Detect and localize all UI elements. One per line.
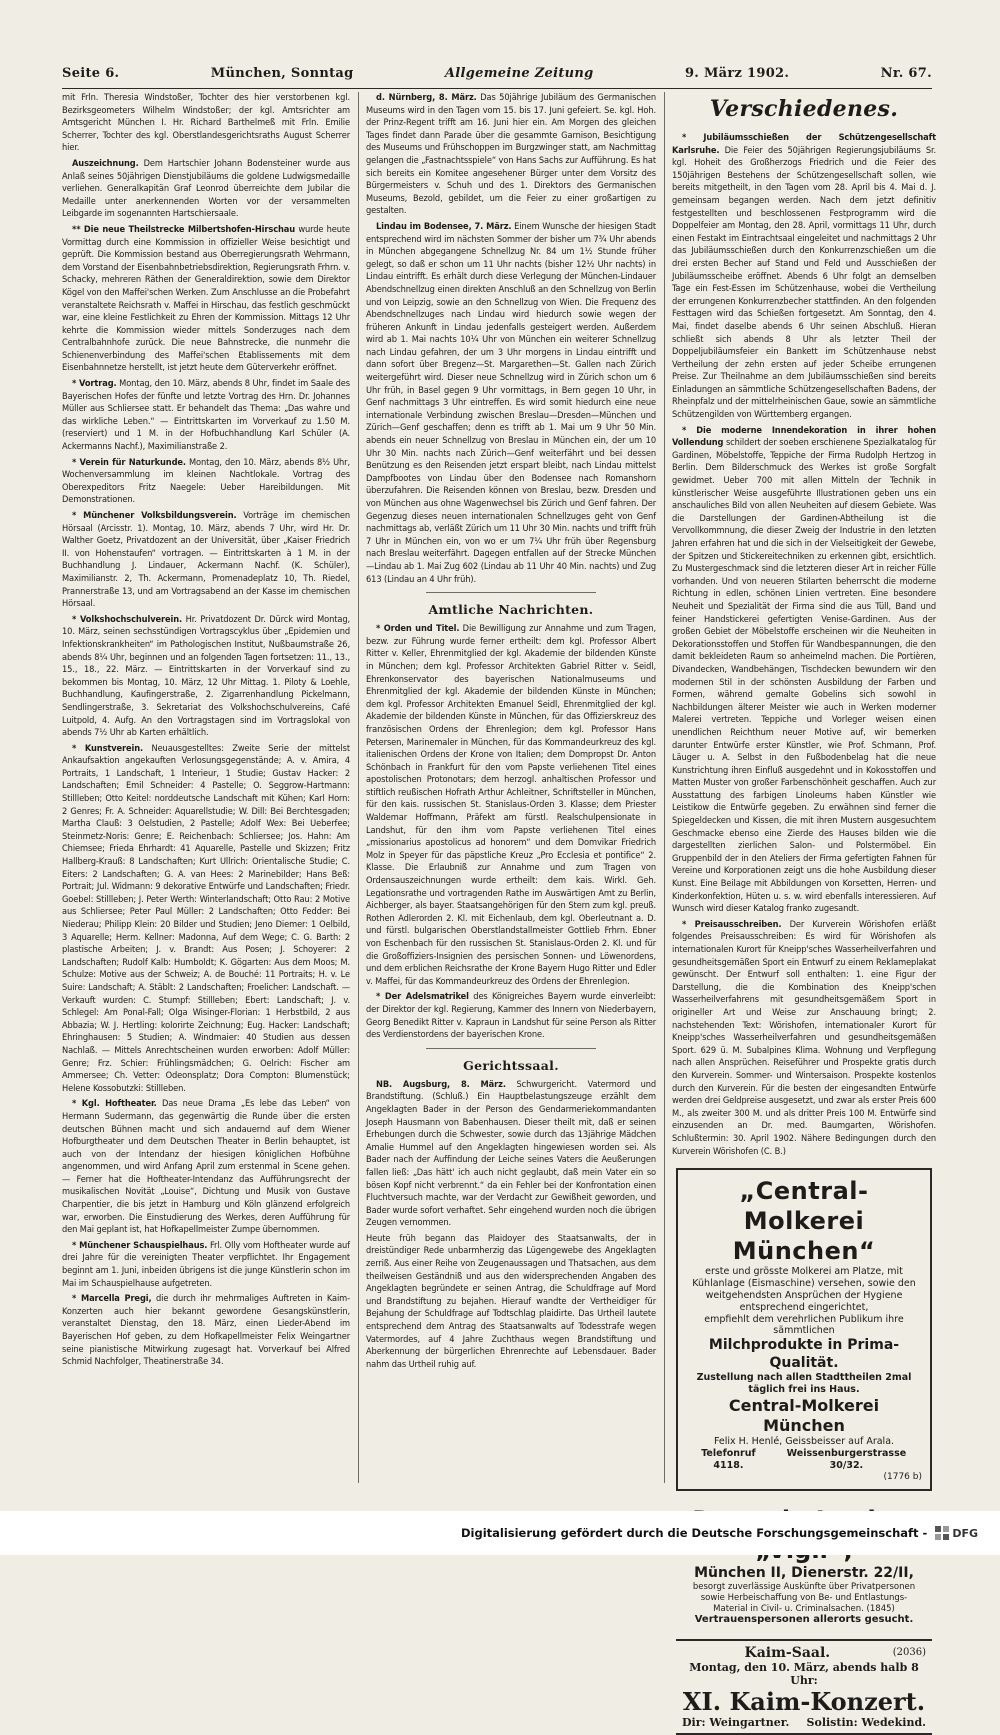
article-heading: * Preisausschreiben.	[682, 918, 782, 930]
article-text: wurde heute Vormittag durch eine Kommission in offizieller Weise besichtigt und geprüft. Die Kommission bestand aus Oberregierungsrath Wehrmann, dem Vorstand der Eisenbahnbetriebsdirektion, Regierungsrath Frhrn. v. Schacky, mehreren Räthen der Generaldirektion, sowie dem Direktor Kögel von den Maffei'schen Werken. Zum Anschlusse an die Probefahrt veranstaltete Reichsrath v. Maffei in Hirschau, das festlich geschmückt war, eine kleine Festlichkeit zu Ehren der Kommission. Mittags 12 Uhr kehrte die Kommission wieder mittels Sonderzuges nach dem Centralbahnhofe zurück. Die neue Bahnstrecke, die nunmehr die Schienenverbindung des Maffei'schen Etablissements mit dem Eisenbahnnetze herstellt, ist jetzt heute dem Güterverkehr eröffnet.	[62, 223, 350, 374]
article-paragraph	[62, 614, 350, 740]
dfg-logo	[935, 1526, 978, 1540]
ad-date: Montag, den 10. März, abends halb 8 Uhr:	[689, 1660, 919, 1687]
column-1	[62, 92, 350, 1483]
article-heading: * Jubiläumsschießen der Schützengesellschaft Karlsruhe.	[672, 132, 936, 156]
advertisement-kaim-konzert	[676, 1639, 932, 1735]
article-heading: ** Die neue Theilstrecke Milbertshofen-Hirschau	[72, 223, 296, 235]
article-paragraph	[672, 132, 936, 422]
ad-title: XI. Kaim-Konzert.	[682, 1686, 926, 1716]
ad-product: Milchprodukte in Prima-Qualität.	[708, 1337, 900, 1371]
page-header	[62, 62, 932, 84]
ad-footer-row	[682, 1716, 926, 1729]
article-text: Das neue Drama „Es lebe das Leben“ von Hermann Sudermann, das gegenwärtig die Runde über die ersten deutschen Bühnen macht und sich andauernd auf dem Wiener Hofburgtheater und dem Deutschen Theater in Berlin behauptet, ist auch von der Intendanz der hiesigen königlichen Hofbühne angenommen, und wird Anfang April zum erstenmal in Scene gehen. — Ferner hat die Hoftheater-Intendanz das Aufführungsrecht der musikalischen Novität „Louise“, Dichtung und Musik von Gustave Charpentier, die bis jetzt in Hamburg und Köln glänzend erfolgreich war, erworben. Die Einstudierung des Werkes, deren Aufführung für den Mai geplant ist, hat Hofkapellmeister Zumpe übernommen.	[62, 1098, 350, 1236]
masthead-title: Allgemeine Zeitung	[444, 65, 594, 81]
header-date: 9. März 1902.	[684, 65, 790, 81]
ad-header-row	[682, 1645, 926, 1661]
article-text: die durch ihr mehrmaliges Auftreten in Kaim-Konzerten auch hier bekannt gewordene Gesangskünstlerin, veranstaltet Dienstag, den 18. März, einen Lieder-Abend im Bayerischen Hof geben, zu dem Hofkapellmeister Felix Weingartner seine pianistische Mitwirkung zugesagt hat. Vorverkauf bei Alfred Schmid Nachfolger, Theatinerstraße 34.	[62, 1293, 350, 1368]
column-2	[366, 92, 656, 1483]
section-rule	[426, 592, 596, 593]
article-heading: * Volkshochschulverein.	[72, 613, 183, 625]
ad-reference: (1776 b)	[883, 1471, 922, 1482]
section-title-verschiedenes: Verschiedenes.	[709, 96, 899, 122]
issue-number: Nr. 67.	[880, 65, 932, 81]
ad-title: „Central-Molkerei München“	[732, 1177, 876, 1266]
header-rule	[62, 88, 932, 89]
article-paragraph	[672, 425, 936, 916]
ad-reference: (2036)	[892, 1647, 926, 1659]
article-paragraph	[366, 92, 656, 218]
article-text: Einem Wunsche der hiesigen Stadt entsprechend wird im nächsten Sommer der bisher um 7¾ Uhr abends in München abgegangene Schnellzug Nr. 84 um 1½ Stunde früher gelegt, so daß er schon um 11 Uhr nachts (bisher 12½ Uhr nachts) in Lindau eintrifft. Es erhält durch diese Verlegung der München-Lindauer Abendschnellzug einen direkten Anschluß an den Schnellzug von Berlin und von Leipzig, sowie an den Schnellzug von Wien. Die Frequenz des Abendschnellzuges nach Lindau wird hiedurch sowie wegen der früheren Ankunft in Lindau jedenfalls gesteigert werden. Außerdem wird ab 1. Mai nachts 10¼ Uhr von München ein weiterer Schnellzug nach Lindau gefahren, der um 3 Uhr morgens in Lindau eintrifft und dann sofort über Bregenz—St. Margarethen—St. Gallen nach Zürich weitergeführt wird. Dieser neue Schnellzug wird in Zürich schon um 6 Uhr früh, in Basel gegen 9 Uhr vormittags, in Bern gegen 10 Uhr, in Genf nachmittags 3 Uhr eintreffen. Es wird somit hiedurch eine neue internationale Verbindung zwischen Breslau—Dresden—München und Zürich—Genf geschaffen; denn es trifft ab 1. Mai um 9 Uhr 50 Min. abends ein neuer Schnellzug von Breslau in München ein, der um 10 Uhr 30 Min. nachts nach Zürich—Genf weiterfährt und bei dessen Benützung es den Reisenden jetzt erspart bleibt, nach Lindau mittelst Dampfbootes von Lindau über den Bodensee nach Romanshorn überzufahren. Die Reisenden können von Breslau, bezw. Dresden und von München aus ohne Wagenwechsel bis Zürich und Genf fahren. Der Gegenzug dieses neuen internationalen Schnellzuges geht von Genf nachmittags ab, verläßt Zürich um 11 Uhr 30 Min. nachts und trifft früh 7 Uhr in München ein, von wo er um 7¼ Uhr früh über Regensburg nach Breslau weiterfährt. Dagegen entfallen auf der Strecke München—Lindau ab 1. Mai Zug 602 (Lindau ab 11 Uhr 40 Min. nachts) und Zug 613 (Lindau an 4 Uhr früh).	[366, 220, 656, 585]
article-text: Vorträge im chemischen Hörsaal (Arcisstr. 1). Montag, 10. März, abends 7 Uhr, wird Hr. Dr. Walther Goetz, Privatdozent an der Universität, über „Kaiser Friedrich II. von Hohenstaufen“ vortragen. — Eintrittskarten à 1 M. in der Buchhandlung J. Lindauer, Ackermann Nachf. (K. Schüler), Maximilianstr. 2, Th. Ackermann, Promenadeplatz 10, Th. Riedel, Prannerstraße 13, und am Vortragsabend an der Kasse im chemischen Hörsaal.	[62, 510, 350, 610]
ad-text: erste und grösste Molkerei am Platze, mit Kühlanlage (Eismaschine) versehen, sowie den weitgehendsten Ansprüchen der Hygiene entsprechend eingerichtet,	[692, 1266, 916, 1313]
article-text: schildert der soeben erschienene Spezialkatalog für Gardinen, Möbelstoffe, Teppiche der Firma Rudolph Hertzog in Berlin. Dem Bilderschmuck des Werkes ist große Sorgfalt gewidmet. Ueber 700 mit allen Mitteln der Technik in künstlerischer Weise ausgeführte Illustrationen geben uns ein anschauliches Bild von allen Neuheiten auf diesem Gebiete. Was die Darstellungen der Gardinen-Abtheilung ist die Vervollkommnung, die dieser Zweig der Industrie in den letzten Jahren erfahren hat und die sich in der Vielseitigkeit der Gewebe, der Spitzen und Stickereitechniken zu erkennen gibt, ersichtlich. Zu Mustergeschmack sind die letzteren dieser Art in reicher Fülle vorhanden. Und von neueren Stilarten beherrscht die moderne Richtung in edlen, schönen Linien vertreten. Eine besondere Neuheit und Spezialität der Firma sind die aus Tüll, Band und feiner Handstickerei gefertigten Venise-Gardinen. Aus der großen Gebiet der Möbelstoffe erscheinen wir die Neuheiten in Dekorationsstoffen und Stoffen für Wandbespannungen, die den damit bekleideten Raum so anheimelnd machen. Die Portièren, Divandecken, Wandbehängen, Tischdecken bewundern wir den modernen Stil in der schönsten Ausbildung der Farben und Formen, während gemalte Gobelins sich sowohl in Nachbildungen älterer Meister wie auch in Werken moderner Malerei vertreten. Teppiche und Vorleger weisen einen unendlichen Reichthum neuer Motive auf, wir bemerken darunter Entwürfe erster Künstler, wie Prof. Schmann, Prof. Läuger u. A. Selbst in den Fußbodenbelag hat die neue Kunstrichtung ihren Einfluß ausgedehnt und in Kokosstoffen und Matten Muster von großer Farbenschönheit geschaffen. Auch zur Ausstattung des farbigen Linoleums haben Künstler wie Leistikow die Entwürfe gegeben. Zu erwähnen sind ferner die Spiegeldecken und Kissen, die mit ihren Mustern ausgesuchtem Geschmacke ebenso eine Zierde des Hauses bilden wie die dargestellten zierlichen Salon- und Polstermöbel. Ein Gruppenbild der in den Ateliers der Firma gefertigten Fahnen für Vereine und Korporationen zeigt uns die hohe Ausbildung dieser Kunst. Eine Beilage mit Abbildungen von Korsetten, Herren- und Kinderkonfektion, Hüten u. s. w. wird ebenfalls interessieren. Auf Wunsch wird dieser Katalog franko zugesandt.	[672, 437, 936, 915]
article-heading: * Die moderne Innendekoration in ihrer hohen Vollendung	[672, 424, 936, 449]
article-paragraph	[62, 158, 350, 221]
article-text: Frl. Olly vom Hoftheater wurde auf drei Jahre für die vereinigten Theater verpflichtet. Ihr Engagement beginnt am 1. Juni, inbeiden übrigens ist die junge Künstlerin schon im Mai im Schauspielhause aufgetreten.	[62, 1239, 350, 1289]
article-text: Der Kurverein Wörishofen erläßt folgendes Preisausschreiben: Es wird für Wörishofen als internationalen Kurort für Kneipp'sches Wasserheilverfahren und gesundheitsgemäßen Sport ein Entwurf zu einem Reklameplakat gewünscht. Der Entwurf soll enthalten: 1. eine Figur der Darstellung, die die Kombination des Kneipp'schen Wasserheilverfahrens mit gesundheitsgemäßem Sport in origineller Art und Weise zur Anschauung bringt; 2. nachstehenden Text: Wörishofen, internationaler Kurort für Kneipp'sches Wasserheilverfahren und gesundheitsgemäßen Sport. 629 ü. M. Subalpines Klima. Wohnung und Verpflegung nach allen Ansprüchen. Reiseführer und Prospekte gratis durch den Kurverein. Sommer- und Wintersaison. Prospekte kostenlos durch den Kurverein. Für die besten der eingesandten Entwürfe werden drei Geldpreise ausgesetzt, und zwar als erster Preis 600 M., als zweiter 300 M. und als dritter Preis 100 M. Entwürfe sind einzusenden an Dr. med. Baumgarten, Wörishofen. Schlußtermin: 30. April 1902. Nähere Bedingungen durch den Kurverein Wörishofen (C. B.)	[672, 918, 936, 1157]
article-text: Montag, den 10. März, abends 8½ Uhr, Wochenversammlung im kleinen Nachtlokale. Vortrag des Oberexpeditors Fritz Naegele: Ueber Hareibildungen. Mit Demonstrationen.	[62, 456, 350, 506]
article-text: Neuausgestelltes: Zweite Serie der mittelst Ankaufsaktion angekauften Verlosungsgegenstände; A. v. Amira, 4 Portraits, 1 Landschaft, 1 Interieur, 1 Studie; Gustav Hacker: 2 Landschaften; Emil Schneider: 4 Pastelle; O. Seggrow-Hartmann: Stillleben; Otto Keitel: norddeutsche Landschaft mit Kühen; Karl Horn: 2 Genres; Fr. A. Schneider: Aquarellstudie; W. Dill: Bei Berchtesgaden; Martha Clauß: 3 Oelstudien, 2 Pastelle; Adolf Wex: Bei Ueberfee; Steinmetz-Noris: Genre; E. Reichenbach: Schliersee; Jos. Hahn: Am Chiemsee; Frieda Ehrhardt: 41 Aquarelle, Pastelle und Skizzen; Fritz Hallberg-Krauß: 8 Landschaften; Kurt Ullrich: Orientalische Studie; C. Eiters: 2 Landschaften; G. A. van Hees: 2 Marinebilder; Hans Beß: Portrait; Jul. Widmann: 9 dekorative Entwürfe und Landschaften; Friedr. Goebel: Stillleben; J. Peter Werth: Winterlandschaft; Otto Rau: 2 Motive aus Schliersee; Peter Paul Müller: 2 Landschaften; Otto Fedder: Bei Niederau; Philipp Klein: 20 Bilder und Studien; Jeno Diemer: 1 Oelbild, 3 Aquarelle; Herm. Kellner: Madonna, Auf dem Wege; C. G. Barth: 2 plastische Arbeiten; J. v. Brandt: Aus Posen; J. Schoyerer: 2 Landschaften; Rudolf Kalb: Humboldt; K. Gögarten: Aus dem Moos; M. Schulze: Motive aus der Schweiz; A. de Bouché: 11 Portraits; H. v. Le Suire: Landschaft; A. Stäblt: 2 Landschaften; Froelicher: Landschaft. — Verkauft wurden: C. Stumpf: Stillleben; Ebert: Landschaft; J. v. Schlegel: Am Ponal-Fall; Olga Wisinger-Florian: 1 Herbstbild, 2 aus Abbazia; W. J. Hertling: kolorirte Zeichnung; Eug. Hacker: Landschaft; Ehringhausen: 5 Studien; A. Windmaier: 40 Studien aus dessen Nachlaß. — Mittels Anrechtscheinen wurden erworben: Adolf Müller: Genre; Frz. Schier: Frühlingsmädchen; G. Oelrich: Fischer am Ammersee; Ch. Vetter: Odeonsplatz; Dora Compton: Blumenstück; Helene Kossobutzki: Stillleben.	[62, 742, 350, 1094]
article-text: Schwurgericht. Vatermord und Brandstiftung. (Schluß.) Ein Hauptbelastungszeuge erzählt dem Angeklagten Bader in der Person des Gendarmeriekommandanten Joseph Hausmann von Babenhausen. Dieser theilt mit, daß er seinen Erhebungen durch die Schwester, sowie durch das 13jährige Mädchen Amalie Hummel auf den Angeklagten hingewiesen worden sei. Als Bader nach der Auffindung der Leiche seines Vaters die Aeußerungen fallen ließ: „Das hätt' ich auch nicht geglaubt, daß mein Vater ein so bösen Kopf nicht verbrennt.“ da ein Fehler bei der Konfrontation einen Fluchtversuch machte, war der Verdacht zur Gewißheit geworden, und Bader wurde sofort verhaftet. Sehr eingehend wurden noch die übrigen Zeugen vernommen.	[366, 1078, 656, 1229]
footer-text: Digitalisierung gefördert durch die Deutsche Forschungsgemeinschaft -	[460, 1526, 928, 1540]
article-heading: * Marcella Pregi,	[72, 1293, 152, 1305]
article-paragraph	[62, 92, 350, 155]
article-text: Montag, den 10. März, abends 8 Uhr, findet im Saale des Bayerischen Hofes der fünfte und letzte Vortrag des Hrn. Dr. Johannes Müller aus Schliersee statt. Er behandelt das Thema: „Das wahre und das wirkliche Leben.“ — Eintrittskarten im Vorverkauf zu 1.50 M. (reserviert) und 1 M. in der Hofbuchhandlung Karl Schüler (A. Ackermanns Nachf.), Maximilianstraße 2.	[62, 378, 350, 453]
ad-soloist: Solistin: Wedekind.	[806, 1715, 926, 1729]
advertisement-central-molkerei	[676, 1168, 932, 1491]
article-paragraph	[366, 221, 656, 586]
article-paragraph	[62, 1293, 350, 1369]
column-divider	[664, 92, 665, 1483]
article-heading: * Münchener Volksbildungsverein.	[72, 510, 237, 521]
column-divider	[358, 92, 359, 1483]
article-heading: d. Nürnberg, 8. März.	[376, 92, 477, 103]
article-text: mit Frln. Theresia Windstoßer, Tochter des hier verstorbenen kgl. Bezirksgeometers Wilhelm Windstoßer; der kgl. Amtsrichter am Amtsgericht München I. Hr. Richard Barthelmeß mit Frln. Emilie Scherrer, Tochter des kgl. Oberstlandesgerichtsraths August Scherrer hier.	[62, 92, 350, 154]
article-paragraph	[62, 457, 350, 507]
ad-text: empfiehlt dem verehrlichen Publikum ihre sämmtlichen	[704, 1313, 904, 1337]
header-city-day: München, Sonntag	[210, 65, 354, 81]
article-text: Die Feier des 50jährigen Regierungsjubiläums Sr. kgl. Hoheit des Großherzogs Friedrich und die Feier des 150jährigen Bestehens der Schützengesellschaft sollen, wie bereits mitgetheilt, in den Tagen vom 28. April bis 4. Mai d. J. gemeinsam begangen werden. Nach dem jetzt definitiv festgestellten und beschlossenen Festprogramm wird die Doppelfeier am Montag, den 28. April, vormittags 11 Uhr, durch einen Festakt im Eintrachtsaal eingeleitet und nachmittags 2 Uhr das Jubiläumsschießen durch den Konkurrenzschießen um die drei ersten Becher auf Stand und Feld und Ausschießen der Jubiläumsscheibe eröffnet. Abends 6 Uhr folgt an demselben Tage ein Fest-Essen im Schützenhause, wobei die Vertheilung der errungenen Konkurrenzbecher stattfinden. An den folgenden Festtagen wird das Schießen fortgesetzt. Am Sonntag, den 4. Mai, findet daselbe abends 6 Uhr seinen Abschluß. Hieran schließt sich abends 8 Uhr als letzter Theil der Doppeljubiläumsfeier ein Bankett im Schützenhause nebst Vertheilung der zehn ersten auf jeder Scheibe errungenen Preise. Zur Theilnahme an dem Jubiläumsschießen sind bereits Einladungen an sämmtliche Schützengesellschaften Badens, der Rheinpfalz und der mittelrheinischen Gaue, sowie an sämmtliche Schützengilden von Württemberg ergangen.	[672, 144, 936, 421]
article-heading: * Kunstverein.	[72, 742, 144, 754]
article-heading: NB. Augsburg, 8. März.	[376, 1078, 506, 1090]
article-paragraph	[62, 743, 350, 1096]
article-paragraph	[62, 224, 350, 375]
section-rule	[426, 1048, 596, 1049]
article-paragraph	[62, 1240, 350, 1290]
ad-hall: Kaim-Saal.	[744, 1644, 831, 1661]
article-text: Das 50jährige Jubiläum des Germanischen Museums wird in den Tagen vom 15. bis 17. Juni gefeiert. Se. kgl. Hoh. der Prinz-Regent trifft am 16. Juni hier ein. Am Morgen des gleichen Tages findet dann Parade über die gesammte Garnison, Besichtigung des Museums und Frühschoppen im Burgzwinger statt, am Nachmittag gelangen die „Fastnachtsspiele“ von Hans Sachs zur Aufführung. Es hat sich bereits ein Komitee angesehener Bürger unter dem Vorsitz des Bürgermeisters v. Schuh und des 1. Direktors des Germanischen Museums, Bezold, gebildet, um die Feier zu einer großartigen zu gestalten.	[366, 92, 656, 217]
section-title-gerichtssaal: Gerichtssaal.	[463, 1057, 559, 1073]
article-paragraph	[62, 1098, 350, 1237]
article-paragraph	[366, 623, 656, 988]
article-paragraph	[366, 1079, 656, 1230]
section-title-amtliche-nachrichten: Amtliche Nachrichten.	[428, 602, 594, 618]
article-paragraph	[62, 378, 350, 454]
ad-contact	[686, 1448, 922, 1472]
page-number: Seite 6.	[62, 65, 120, 81]
dfg-logo-icon	[935, 1526, 949, 1540]
ad-footer: Vertrauenspersonen allerorts gesucht.	[694, 1614, 914, 1626]
ad-company-name: Central-Molkerei München	[728, 1396, 880, 1436]
article-text: Hr. Privatdozent Dr. Dürck wird Montag, 10. März, seinen sechsstündigen Vortragscyklus über „Epidemien und Infektionskrankheiten“ im Pathologischen Institut, Nußbaumstraße 26, abends 8¼ Uhr, beginnen und an folgenden Tagen fortsetzen: 11., 13., 15., 18., 22. März. — Eintrittskarten in der Vorverkauf sind zu bekommen bis Montag, 10. März, 12 Uhr Mittag. 1. Piloty & Loehle, Buchhandlung, Kaufingerstraße, 2. Zigarrenhandlung Pickelmann, Sendlingerstraße, 3. Sekretariat des Volkshochschulvereins, Café Luitpold, 4. Aufg. An den Vortragstagen sind im Vortragslokal von abends 7½ Uhr ab Karten erhältlich.	[62, 613, 351, 739]
ad-conductor: Dir: Weingartner.	[682, 1715, 790, 1729]
ad-owner: Felix H. Henlé, Geissbeisser auf Arala.	[713, 1436, 895, 1448]
article-heading: * Vortrag.	[72, 378, 117, 390]
article-paragraph	[672, 919, 936, 1158]
article-heading: Auszeichnung.	[72, 157, 139, 169]
dfg-logo-text: DFG	[952, 1526, 978, 1540]
article-text: des Königreiches Bayern wurde einverleibt: der Direktor der kgl. Regierung, Kammer des Innern von Niederbayern, Georg Benedikt Ritter v. Kapraun in Landshut für seine Person als Ritter des Verdienstordens der bayerischen Krone.	[366, 991, 656, 1041]
article-paragraph	[62, 510, 350, 611]
article-heading: Lindau im Bodensee, 7. März.	[376, 220, 512, 232]
article-heading: * Kgl. Hoftheater.	[72, 1098, 157, 1110]
ad-text: besorgt zuverlässige Auskünfte über Privatpersonen sowie Herbeischaffung von Be- und Entlastungs-Material in Civil- u. Criminalsachen. (1845)	[692, 1582, 916, 1614]
article-paragraph	[366, 991, 656, 1041]
article-heading: * Der Adelsmatrikel	[376, 991, 469, 1003]
article-text: Die Bewilligung zur Annahme und zum Tragen, bezw. zur Führung wurde ferner ertheilt: dem kgl. Professor Albert Ritter v. Keller, Ehrenmitglied der kgl. Akademie der bildenden Künste in München; dem kgl. Professor Architekten Gabriel Ritter v. Seidl, Ehrenkonservator des bayerischen Nationalmuseums und Ehrenmitglied der kgl. Akademie der bildenden Künste in München; dem kgl. Professor Architekten Emanuel Seidl, Ehrenmitglied der kgl. Akademie der bildenden Künste in München, für das Offizierskreuz des französischen Ordens der Ehrenlegion; dem kgl. Professor Hans Petersen, Marinemaler in München, für das Kommandeurkreuz des kgl. italienischen Ordens der Krone von Italien; dem Dompropst Dr. Anton Schönbach in Frankfurt für den vom Papste verliehenen Titel eines apostolischen Protonotars; dem herzogl. anhaltischen Professor und stiftlich reußischen Hofrath Arthur Achleitner, Schriftsteller in München, für den kais. russischen St. Stanislaus-Orden 3. Klasse; dem Priester Waldemar Hoffmann, Präfekt am fürstl. Realschulpensionate in Landshut, für den ihm vom Papste verliehenen Titel eines „missionarius apostolicus ad honorem“ und dem Domvikar Friedrich Molz in Speyer für das päpstliche Kreuz „Pro Ecclesia et pontifice“ 2. Klasse. Die Erlaubniß zur Annahme und zum Tragen von Ordensauszeichnungen wurde ertheilt: dem kais. Wirkl. Geh. Legationsrathe und vortragenden Rathe im Auswärtigen Amt zu Berlin, Aichberger, als bayer. Staatsangehörigen für den Stern zum kgl. preuß. Rothen Adlerorden 2. Kl. mit Eichenlaub, dem kgl. Oberleutnant a. D. und fürstl. bulgarischen Oberstlandstallmeister Gottlieb Frhrn. Ebner von Eschenbach für den russischen St. Stanislaus-Orden 2. Kl. und für die Großoffiziers-Insignien des persischen Sonnen- und Löwenordens, und dem erblichen Reichsrathe der Krone Bayern Hugo Ritter und Edler v. Maffei, für das Kommandeurkreuz des Ordens der Ehrenlegion.	[366, 623, 656, 987]
ad-address: München II, Dienerstr. 22/II,	[694, 1564, 914, 1581]
digitization-footer	[0, 1511, 1000, 1555]
article-text: Heute früh begann das Plaidoyer des Staatsanwalts, der in dreistündiger Rede unbarmherzig das Lügengewebe des Angeklagten zerriß. Aus einer Reihe von Zeugenaussagen und Thatsachen, aus dem theilweisen Geständniß und aus den widersprechenden Angaben des Angeklagten begründete er seinen Antrag, die Schuldfrage auf Mord und Brandstiftung zu bejahen. Hierauf wandte der Vertheidiger für Bejahung der Schuldfrage auf Todtschlag plaidirte. Das Urtheil lautete entsprechend dem Antrag des Staatsanwalts auf Todesstrafe wegen Vatermordes, auf 4 Jahre Zuchthaus wegen Brandstiftung und Aberkennung der bürgerlichen Ehrenrechte auf Lebensdauer. Bader nahm das Urtheil ruhig auf.	[366, 1232, 656, 1370]
article-paragraph	[366, 1233, 656, 1372]
ad-delivery: Zustellung nach allen Stadttheilen 2mal täglich frei ins Haus.	[696, 1372, 912, 1396]
article-heading: * Verein für Naturkunde.	[72, 456, 186, 468]
article-heading: * Münchener Schauspielhaus.	[72, 1239, 208, 1251]
article-text: Dem Hartschier Johann Bodensteiner wurde aus Anlaß seines 50jährigen Dienstjubiläums die goldene Ludwigsmedaille verliehen. Generalkapitän Graf Leonrod überreichte dem Jubilar die Medaille unter anerkennenden Worten vor der versammelten Leibgarde im sogenannten Hartschiersaale.	[62, 157, 350, 220]
ad-address: Weissenburgerstrasse 30/32.	[786, 1447, 907, 1471]
ad-phone: Telefonruf 4118.	[701, 1447, 756, 1471]
article-heading: * Orden und Titel.	[376, 623, 460, 635]
